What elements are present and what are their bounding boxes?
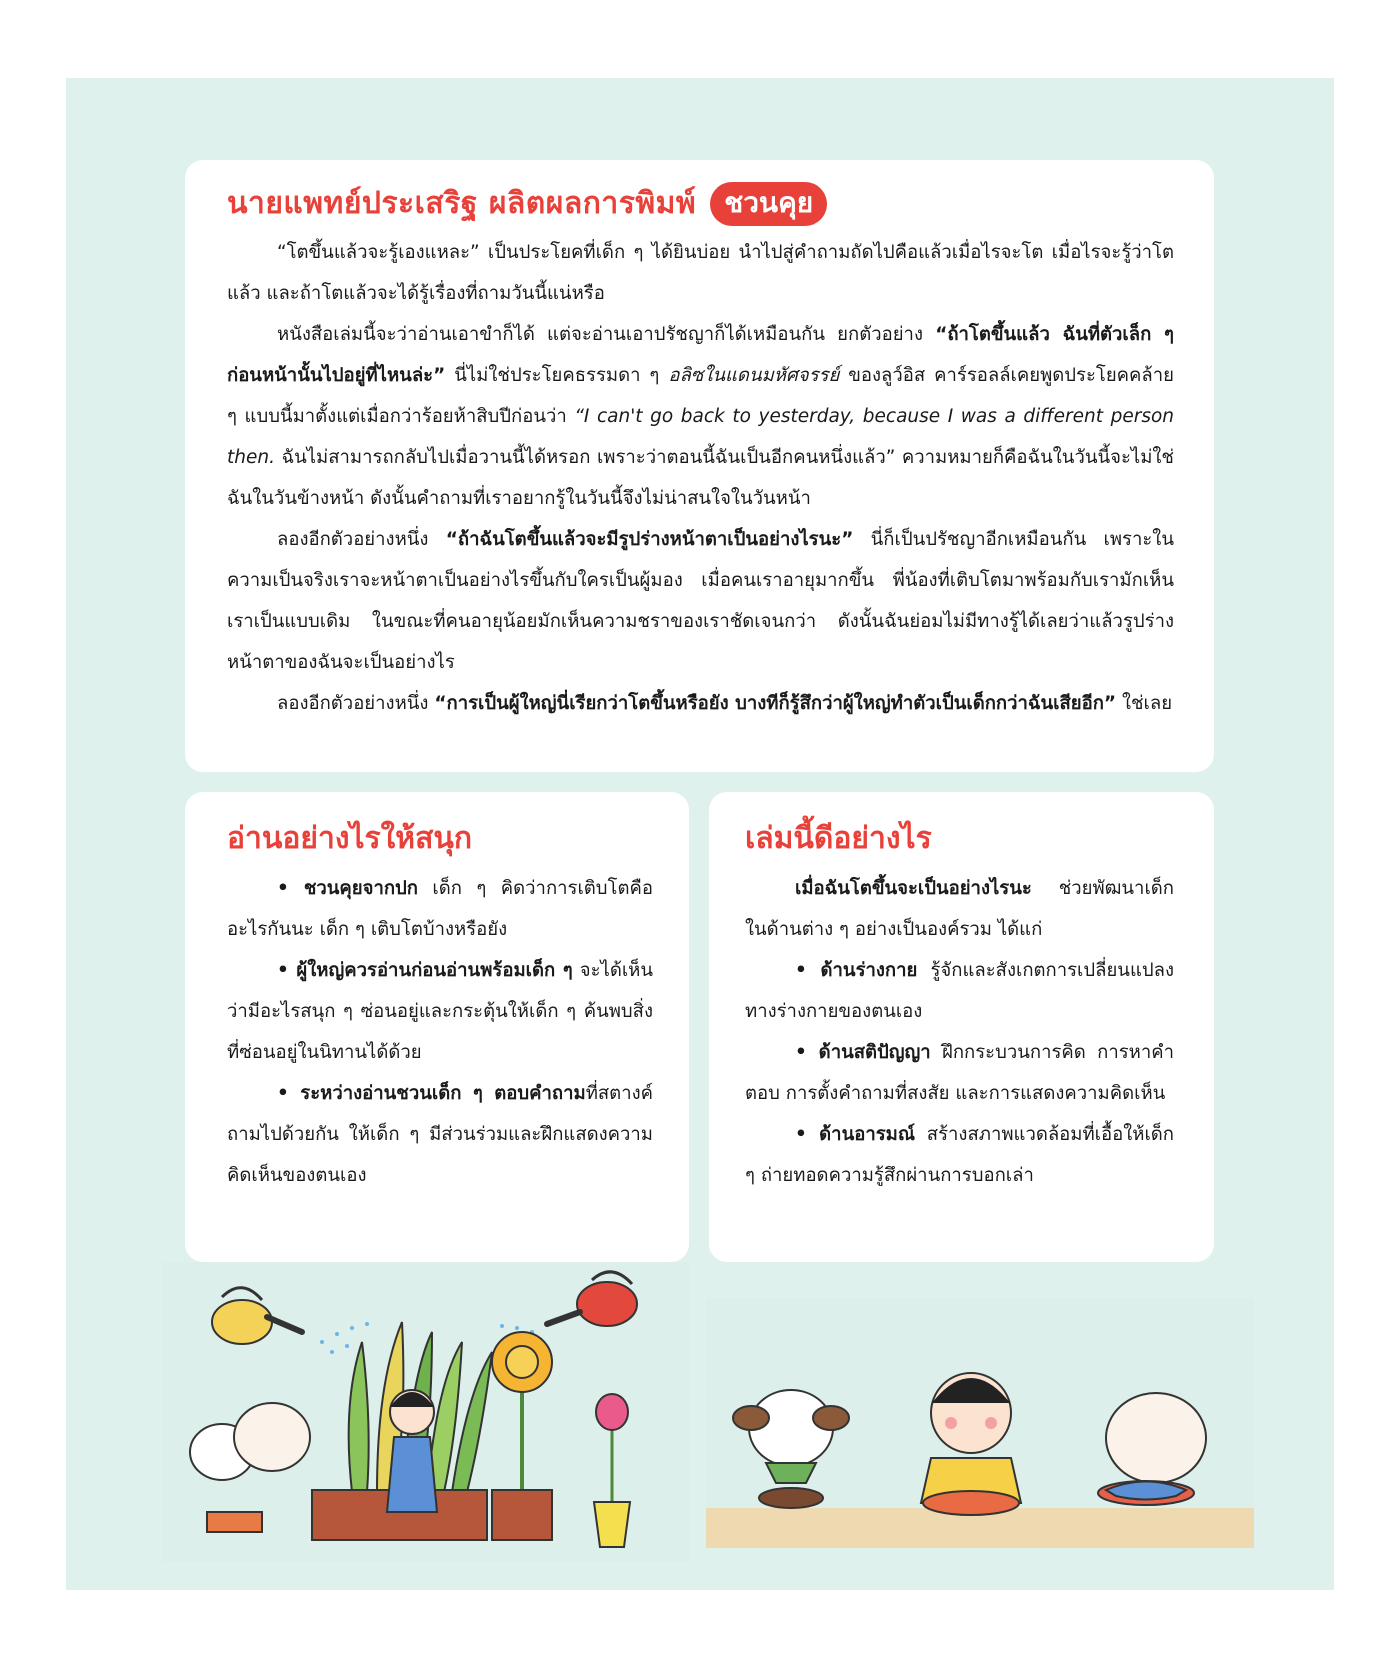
item-1-text: เด็ก ๆ คิดว่าการเติบโตคืออะไรกันนะ เด็ก ๆ เติบโตบ้างหรือยัง <box>227 878 653 940</box>
p3-text-a: ลองอีกตัวอย่างหนึ่ง <box>277 529 446 550</box>
child-eating-figure <box>921 1373 1021 1515</box>
sunflower-icon <box>492 1332 552 1492</box>
tulip-vase-icon <box>594 1394 630 1547</box>
p2-text-g: ฉันไม่สามารถกลับไปเมื่อวานนี้ได้หรอก เพราะว่าตอนนี้ฉันเป็นอีกคนหนึ่งแล้ว” ความหมายก็คือฉันในวันนี้จะไม่ใช่ฉันในวันข้างหน้า ดังนั้นคำถามที่เราอยากรู้ในวันนี้จึงไม่น่าสนใจในวันหน้า <box>227 447 1174 509</box>
p2-text-e: ของลูว์อิส คาร์รอลล์เคยพูดประโยคคล้าย ๆ แบบนี้มาตั้งแต่เมื่อกว่าร้อยห้าสิบปีก่อนว่า <box>227 365 1174 427</box>
intro-paragraph-3 <box>227 519 1174 683</box>
benefit-item-intellect <box>745 1032 1174 1114</box>
p3-quote: “ถ้าฉันโตขึ้นแล้วจะมีรูปร่างหน้าตาเป็นอย่างไรนะ” <box>445 529 854 550</box>
physical-lead: • ด้านร่างกาย <box>795 960 918 981</box>
intro-paragraph-4 <box>227 683 1174 724</box>
intro-paragraph-1 <box>227 232 1174 314</box>
benefit-item-emotion <box>745 1114 1174 1196</box>
p2-text-a: หนังสือเล่มนี้จะว่าอ่านเอาขำก็ได้ แต่จะอ่านเอาปรัชญาก็ได้เหมือนกัน ยกตัวอย่าง <box>277 324 936 345</box>
red-watering-can-icon <box>547 1272 637 1326</box>
p4-text-a: ลองอีกตัวอย่างหนึ่ง <box>277 693 435 714</box>
physical-text: รู้จักและสังเกตการเปลี่ยนแปลงทางร่างกายของตนเอง <box>745 960 1174 1022</box>
how-to-read-title: อ่านอย่างไรให้สนุก <box>227 821 473 856</box>
item-2-text: จะได้เห็นว่ามีอะไรสนุก ๆ ซ่อนอยู่และกระตุ้นให้เด็ก ๆ ค้นพบสิ่งที่ซ่อนอยู่ในนิทานได้ด้วย <box>227 960 653 1063</box>
intellect-lead: • ด้านสติปัญญา <box>795 1042 931 1063</box>
book-reference: อลิซในแดนมหัศจรรย์ <box>668 365 840 386</box>
p4-quote: “การเป็นผู้ใหญ่นี่เรียกว่าโตขึ้นหรือยัง บางทีก็รู้สึกว่าผู้ใหญ่ทำตัวเป็นเด็กกว่าฉันเสียอีก” <box>434 693 1117 714</box>
how-to-read-item-2 <box>227 950 653 1073</box>
cat-figure <box>1098 1393 1206 1505</box>
item-2-lead: • ผู้ใหญ่ควรอ่านก่อนอ่านพร้อมเด็ก ๆ <box>277 960 573 981</box>
dog-and-cat-figures <box>190 1403 310 1532</box>
chat-badge: ชวนคุย <box>710 182 827 226</box>
p4-text-c: ใช่เลย <box>1116 693 1173 714</box>
book-benefits-card <box>709 792 1214 1262</box>
how-to-read-item-1 <box>227 868 653 950</box>
mealtime-illustration <box>706 1298 1254 1548</box>
p3-text-c: นี่ก็เป็นปรัชญาอีกเหมือนกัน เพราะในความเป็นจริงเราจะหน้าตาเป็นอย่างไรขึ้นกับใครเป็นผู้มอง เมื่อคนเราอายุมากขึ้น พี่น้องที่เติบโตมาพร้อมกับเรามักเห็นเราเป็นแบบเดิม ในขณะที่คนอายุน้อยมักเห็นความชราของเราชัดเจนกว่า ดังนั้นฉันย่อมไม่มีทางรู้ได้เลยว่าแล้วรูปร่างหน้าตาของฉันจะเป็นอย่างไร <box>227 529 1174 673</box>
intro-title-row <box>227 182 1174 226</box>
yellow-watering-can-icon <box>212 1288 302 1344</box>
benefits-intro-text: ช่วยพัฒนาเด็กในด้านต่าง ๆ อย่างเป็นองค์รวม ได้แก่ <box>745 878 1174 940</box>
p2-quote: “ถ้าโตขึ้นแล้ว ฉันที่ตัวเล็ก ๆ ก่อนหน้านั้นไปอยู่ที่ไหนล่ะ” <box>227 324 1174 386</box>
book-benefits-title: เล่มนี้ดีอย่างไร <box>745 821 932 856</box>
how-to-read-card <box>185 792 689 1262</box>
how-to-read-item-3 <box>227 1073 653 1196</box>
emotion-lead: • ด้านอารมณ์ <box>795 1124 916 1145</box>
p1-text: “โตขึ้นแล้วจะรู้เองแหละ” เป็นประโยคที่เด็ก ๆ ได้ยินบ่อย นำไปสู่คำถามถัดไปคือแล้วเมื่อไรจะโต เมื่อไรจะรู้ว่าโตแล้ว และถ้าโตแล้วจะได้รู้เรื่องที่ถามวันนี้แน่หรือ <box>227 242 1174 304</box>
emotion-text: สร้างสภาพแวดล้อมที่เอื้อให้เด็ก ๆ ถ่ายทอดความรู้สึกผ่านการบอกเล่า <box>745 1124 1174 1186</box>
child-drinking-figure <box>387 1390 437 1512</box>
intellect-text: ฝึกกระบวนการคิด การหาคำตอบ การตั้งคำถามที่สงสัย และการแสดงความคิดเห็น <box>745 1042 1174 1104</box>
garden-illustration <box>162 1262 690 1562</box>
intro-title: นายแพทย์ประเสริฐ ผลิตผลการพิมพ์ <box>227 186 697 221</box>
benefits-intro-lead: เมื่อฉันโตขึ้นจะเป็นอย่างไรนะ <box>795 878 1032 899</box>
english-quote: “I can't go back to yesterday, because I was a different person then. <box>227 406 1174 468</box>
benefit-item-physical <box>745 950 1174 1032</box>
item-3-lead: • ระหว่างอ่านชวนเด็ก ๆ ตอบคำถาม <box>277 1083 586 1104</box>
p2-text-c: นี่ไม่ใช่ประโยคธรรมดา ๆ <box>445 365 669 386</box>
benefits-intro <box>745 868 1174 950</box>
item-3-text: ที่สตางค์ถามไปด้วยกัน ให้เด็ก ๆ มีส่วนร่วมและฝึกแสดงความคิดเห็นของตนเอง <box>227 1083 653 1186</box>
intro-paragraph-2 <box>227 314 1174 519</box>
intro-card <box>185 160 1214 772</box>
item-1-lead: • ชวนคุยจากปก <box>277 878 418 899</box>
dog-figure <box>733 1390 849 1508</box>
